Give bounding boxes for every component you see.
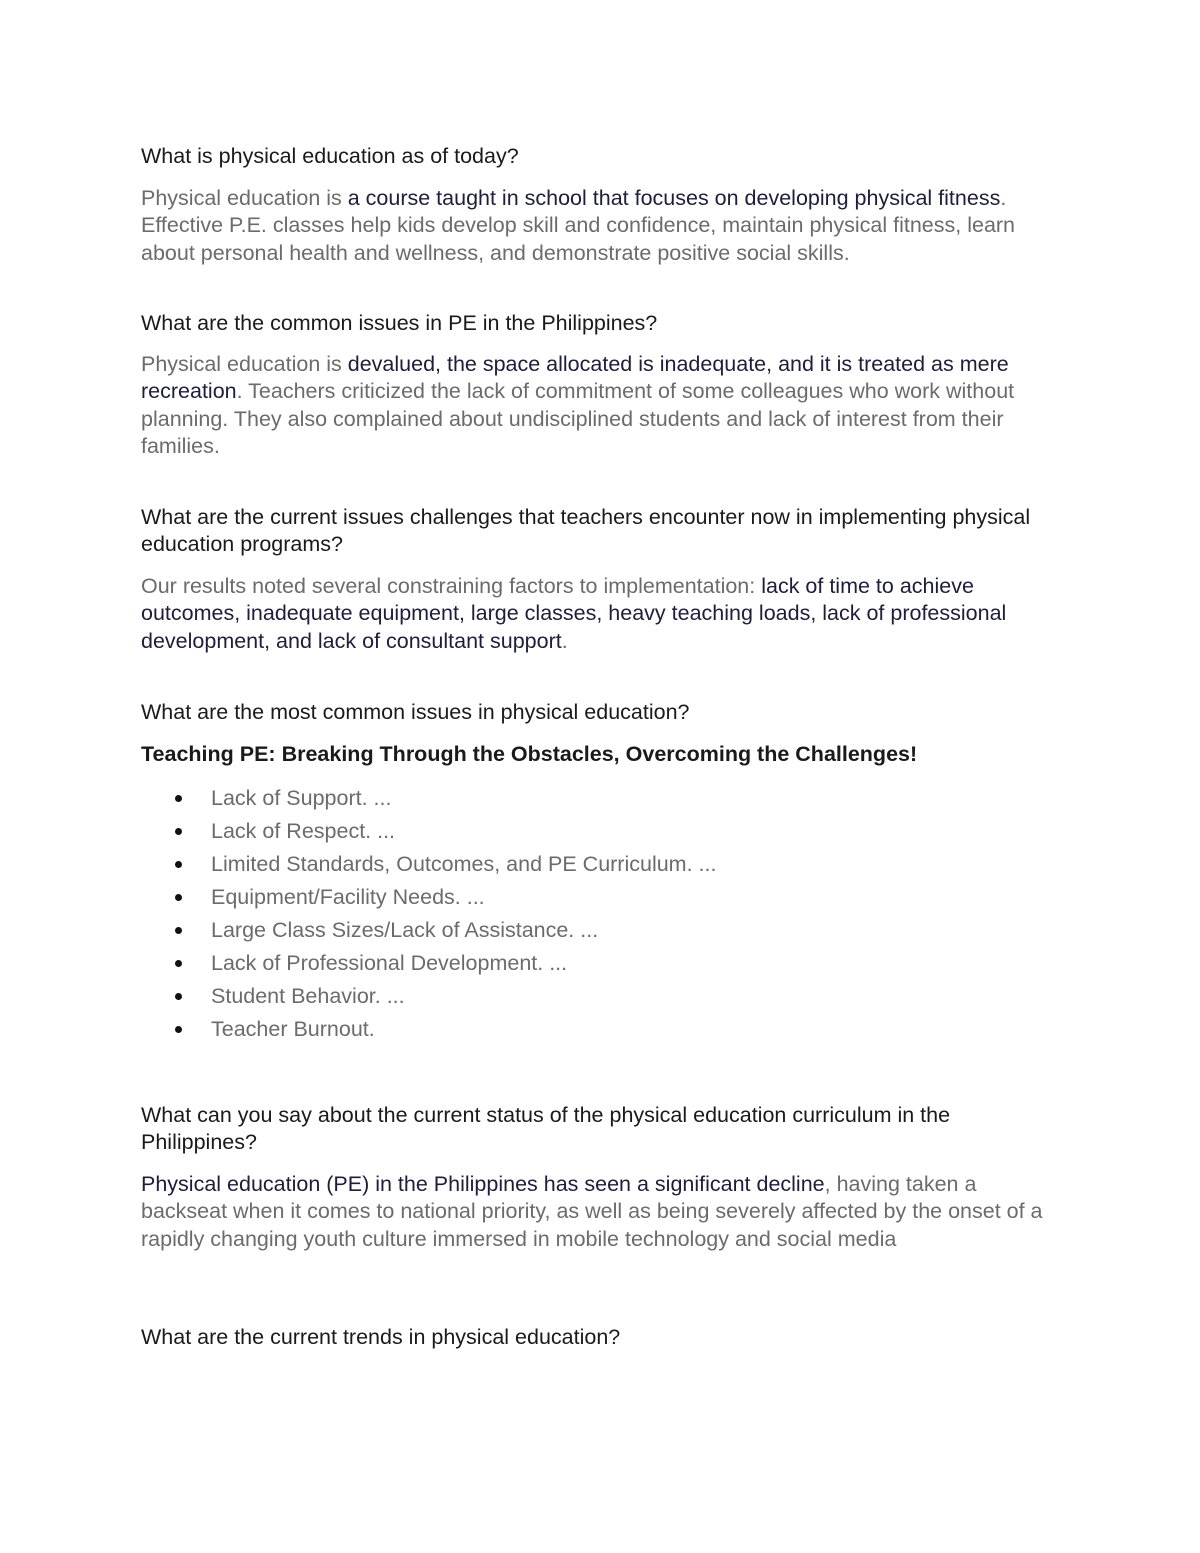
list-item bbox=[141, 817, 716, 850]
issues-list bbox=[141, 784, 716, 1048]
bullet-icon bbox=[175, 861, 182, 868]
answer-2-rest: . Teachers criticized the lack of commitment of some colleagues who work without planning. They also complained about undisciplined students and lack of interest from their families. bbox=[141, 379, 1015, 458]
list-item bbox=[141, 850, 716, 883]
bullet-icon bbox=[175, 894, 182, 901]
list-item-label: Teacher Burnout. bbox=[211, 1017, 375, 1041]
list-item bbox=[141, 949, 716, 982]
answer-2-highlight: devalued, the space allocated is inadequate, and it is treated as mere recreation bbox=[141, 352, 1009, 404]
answer-5-rest: , having taken a backseat when it comes to national priority, as well as being severely affected by the onset of a rapidly changing youth culture immersed in mobile technology and social media bbox=[141, 1172, 1043, 1251]
question-4: What are the most common issues in physical education? bbox=[141, 700, 690, 724]
answer-2 bbox=[141, 351, 1066, 460]
list-item-label: Large Class Sizes/Lack of Assistance. ... bbox=[211, 918, 599, 942]
list-item-label: Lack of Professional Development. ... bbox=[211, 951, 568, 975]
list-item bbox=[141, 883, 716, 916]
list-heading: Teaching PE: Breaking Through the Obstacles, Overcoming the Challenges! bbox=[141, 742, 918, 766]
question-1: What is physical education as of today? bbox=[141, 144, 519, 168]
question-5: What can you say about the current status of the physical education curriculum in the Philippines? bbox=[141, 1103, 951, 1154]
question-6: What are the current trends in physical education? bbox=[141, 1325, 621, 1349]
answer-1 bbox=[141, 185, 1066, 267]
list-item bbox=[141, 784, 716, 817]
answer-1-highlight: a course taught in school that focuses on developing physical fitness bbox=[347, 186, 1001, 210]
list-item bbox=[141, 1015, 716, 1048]
bullet-icon bbox=[175, 960, 182, 967]
bullet-icon bbox=[175, 993, 182, 1000]
answer-5 bbox=[141, 1171, 1066, 1253]
answer-1-lead: Physical education is bbox=[141, 186, 348, 210]
list-item-label: Equipment/Facility Needs. ... bbox=[211, 885, 485, 909]
bullet-icon bbox=[175, 1026, 182, 1033]
answer-3-lead: Our results noted several constraining factors to implementation: bbox=[141, 574, 762, 598]
answer-3-rest: . bbox=[561, 628, 568, 653]
answer-3 bbox=[141, 573, 1066, 655]
answer-2-lead: Physical education is bbox=[141, 352, 348, 376]
answer-3-highlight: lack of time to achieve outcomes, inadequate equipment, large classes, heavy teaching loads, lack of professional development, and lack of consultant support bbox=[141, 574, 1007, 653]
list-item bbox=[141, 916, 716, 949]
list-item-label: Lack of Support. ... bbox=[211, 786, 392, 810]
question-3: What are the current issues challenges that teachers encounter now in implementing physical education programs? bbox=[141, 505, 1031, 556]
answer-5-highlight: Physical education (PE) in the Philippines has seen a significant decline bbox=[141, 1172, 825, 1196]
list-item-label: Limited Standards, Outcomes, and PE Curriculum. ... bbox=[211, 852, 717, 876]
bullet-icon bbox=[175, 828, 182, 835]
bullet-icon bbox=[175, 795, 182, 802]
list-item bbox=[141, 982, 716, 1015]
question-2: What are the common issues in PE in the Philippines? bbox=[141, 311, 658, 335]
list-item-label: Student Behavior. ... bbox=[211, 984, 405, 1008]
bullet-icon bbox=[175, 927, 182, 934]
list-item-label: Lack of Respect. ... bbox=[211, 819, 396, 843]
answer-1-rest: . Effective P.E. classes help kids develop skill and confidence, maintain physical fitness, learn about personal health and wellness, and demonstrate positive social skills. bbox=[141, 186, 1016, 265]
